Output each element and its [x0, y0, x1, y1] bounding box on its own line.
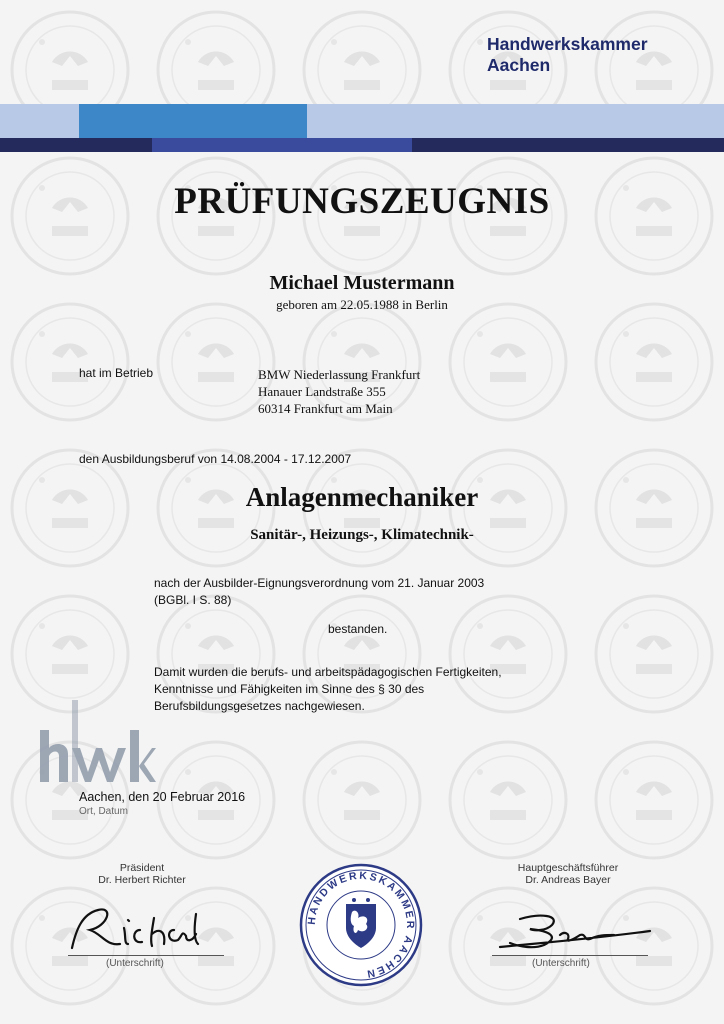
signature-left [62, 900, 212, 960]
regulation-text [154, 575, 484, 609]
birth-info: geboren am 22.05.1988 in Berlin [276, 297, 448, 312]
signer-left-role: Präsident [119, 862, 165, 874]
watermark-seal [158, 304, 274, 420]
profession-title: Anlagenmechaniker [245, 482, 479, 512]
signature-right [490, 905, 660, 960]
header-band-dark-accent [152, 138, 412, 152]
statement-text [154, 664, 502, 715]
signature-caption-right: (Unterschrift) [532, 958, 590, 969]
signature-line-left [68, 955, 224, 956]
training-period: den Ausbildungsberuf von 14.08.2004 - 17.12.2007 [79, 452, 352, 466]
watermark-seal [450, 742, 566, 858]
company-line: BMW Niederlassung Frankfurt [258, 367, 421, 382]
place-date: Aachen, den 20 Februar 2016 [79, 790, 246, 804]
organization-name [487, 34, 648, 76]
signature-line-right [492, 955, 648, 956]
statement-line: Damit wurden die berufs- und arbeitspädagogischen Fertigkeiten, [154, 665, 502, 679]
signer-left-name: Dr. Herbert Richter [98, 874, 186, 886]
watermark-seal [12, 304, 128, 420]
regulation-line: (BGBl. I S. 88) [154, 593, 232, 607]
company-line: 60314 Frankfurt am Main [258, 401, 393, 416]
regulation-line: nach der Ausbilder-Eignungsverordnung vom 21. Januar 2003 [154, 576, 485, 590]
signature-caption-left: (Unterschrift) [106, 958, 164, 969]
place-date-label: Ort, Datum [79, 806, 128, 817]
profession-specialization: Sanitär-, Heizungs-, Klimatechnik- [250, 527, 474, 543]
organization-name-line1: Handwerkskammer [487, 34, 648, 54]
company-line: Hanauer Landstraße 355 [258, 384, 386, 399]
statement-line: Berufsbildungsgesetzes nachgewiesen. [154, 699, 365, 713]
signer-right-name: Dr. Andreas Bayer [525, 874, 611, 886]
holder-name: Michael Mustermann [269, 272, 455, 294]
passed-text: bestanden. [328, 622, 388, 636]
certificate-title: PRÜFUNGSZEUGNIS [174, 181, 550, 222]
company-address [258, 366, 420, 417]
hwk-logo [38, 700, 156, 792]
statement-line: Kenntnisse und Fähigkeiten im Sinne des § 30 des [154, 682, 425, 696]
company-label: hat im Betrieb [79, 366, 154, 380]
organization-name-line2: Aachen [487, 55, 551, 75]
signer-right-role: Hauptgeschäftsführer [517, 862, 619, 874]
header-band-mid [79, 104, 307, 138]
watermark-seal [450, 304, 566, 420]
watermark-seal [596, 304, 712, 420]
watermark-seal [304, 742, 420, 858]
watermark-seal [596, 742, 712, 858]
coat-of-arms-seal-icon [298, 862, 424, 988]
watermark-seal [596, 596, 712, 712]
watermark-seal [12, 596, 128, 712]
svg-text:HANDWERKSKAMMER AACHEN: HANDWERKSKAMMER AACHEN [305, 869, 417, 980]
